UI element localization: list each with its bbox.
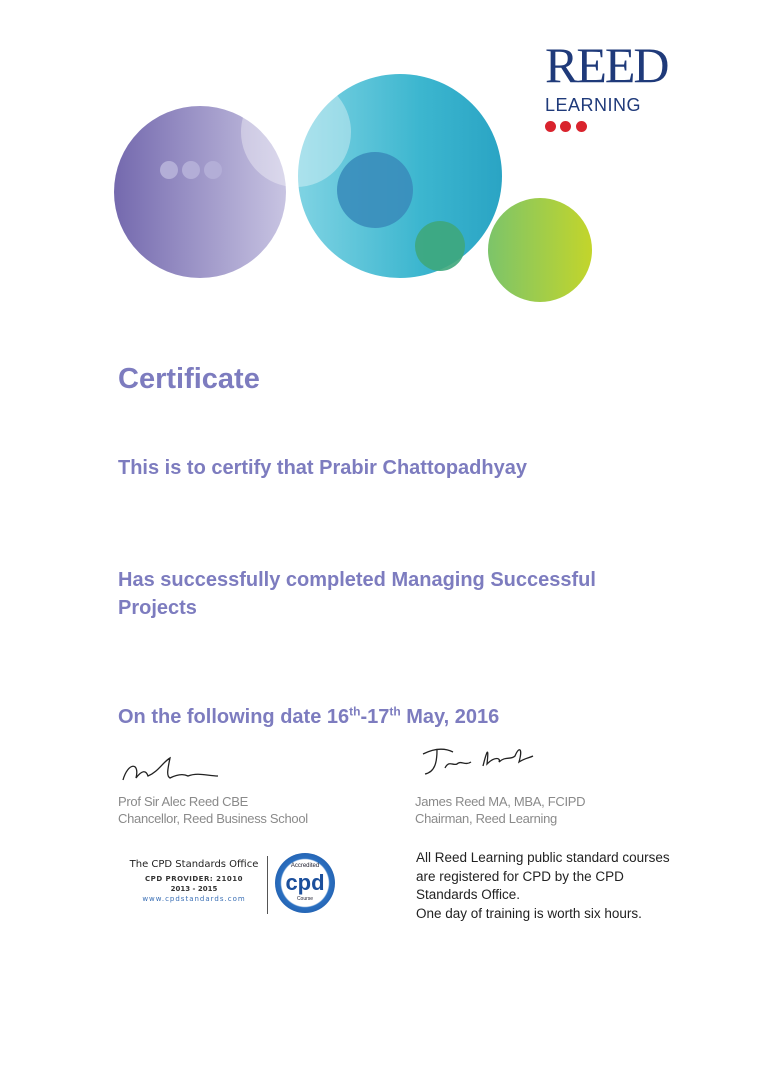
reed-learning-logo	[545, 36, 685, 133]
cpd-standards-office: The CPD Standards Office CPD PROVIDER: 21010 2013 - 2015 www.cpdstandards.com	[129, 859, 259, 903]
completed-line: Has successfully completed Managing Successful Projects	[118, 569, 596, 619]
signature-james-reed	[415, 742, 535, 782]
certify-line: This is to certify that Prabir Chattopadhyay	[118, 457, 527, 479]
cpd-accredited-badge: Accredited cpd Course	[275, 853, 335, 913]
cpd-note: All Reed Learning public standard courses are registered for CPD by the CPD Standards Office. One day of training is worth six hours.	[416, 850, 670, 921]
cpd-divider	[267, 856, 268, 914]
signatory-2: James Reed MA, MBA, FCIPD Chairman, Reed Learning	[415, 794, 586, 826]
date-line: On the following date 16th-17th May, 2016	[118, 704, 500, 728]
logo-sub: LEARNING	[545, 95, 642, 115]
certificate-title: Certificate	[118, 363, 260, 395]
logo-dots	[545, 121, 685, 133]
logo-brand: REED	[545, 37, 668, 93]
signature-alec-reed	[118, 752, 228, 788]
signatory-1: Prof Sir Alec Reed CBE Chancellor, Reed Business School	[118, 794, 308, 826]
